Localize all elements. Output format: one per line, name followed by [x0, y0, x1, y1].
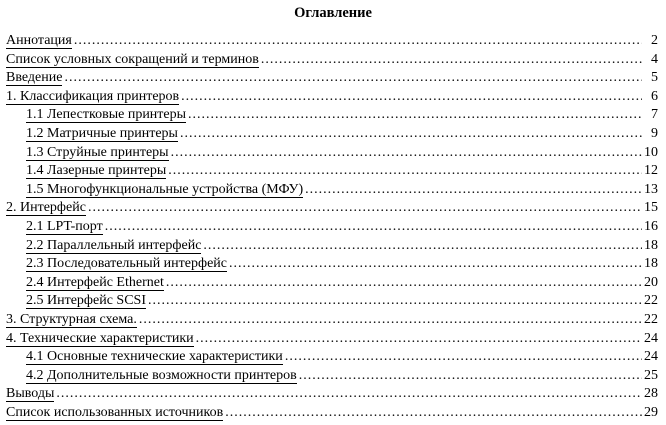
page-number: 22: [644, 293, 658, 309]
dot-leader: [148, 294, 642, 308]
toc-entry-link[interactable]: 3. Структурная схема.: [6, 311, 137, 327]
page-number: 20: [644, 274, 658, 290]
dot-leader: [188, 108, 642, 122]
toc-entry[interactable]: [6, 313, 658, 332]
toc-entry-link[interactable]: 2.2 Параллельный интерфейс: [26, 237, 202, 253]
page-number: 25: [644, 367, 658, 383]
toc-entry-link[interactable]: Введение: [6, 70, 63, 86]
dot-leader: [299, 369, 642, 383]
dot-leader: [181, 90, 642, 104]
toc-entry-link[interactable]: Выводы: [6, 386, 55, 402]
page-number: 18: [644, 256, 658, 272]
toc-entry[interactable]: [26, 257, 658, 276]
toc-entry[interactable]: [26, 239, 658, 258]
toc-list: [0, 34, 666, 424]
page-number: 28: [644, 386, 658, 402]
toc-entry-link[interactable]: 2.4 Интерфейс Ethernet: [26, 274, 164, 290]
toc-entry[interactable]: [6, 406, 658, 425]
page-number: 16: [644, 218, 658, 234]
toc-entry-link[interactable]: 1.3 Струйные принтеры: [26, 144, 169, 160]
toc-entry-link[interactable]: Список условных сокращений и терминов: [6, 51, 259, 67]
toc-entry-link[interactable]: 2.3 Последовательный интерфейс: [26, 256, 227, 272]
toc-entry[interactable]: [6, 387, 658, 406]
dot-leader: [139, 313, 642, 327]
toc-entry[interactable]: [26, 146, 658, 165]
toc-entry[interactable]: [6, 332, 658, 351]
dot-leader: [171, 146, 642, 160]
page-number: 9: [651, 125, 658, 141]
toc-entry[interactable]: [26, 369, 658, 388]
page-number: 29: [644, 404, 658, 420]
toc-entry-link[interactable]: 1.2 Матричные принтеры: [26, 125, 178, 141]
toc-entry[interactable]: [6, 90, 658, 109]
toc-entry[interactable]: [6, 34, 658, 53]
page-number: 5: [651, 70, 658, 86]
dot-leader: [64, 71, 642, 85]
toc-title: Оглавление: [294, 5, 372, 21]
page-number: 15: [644, 200, 658, 216]
page-number: 24: [644, 330, 658, 346]
dot-leader: [168, 164, 642, 178]
dot-leader: [88, 201, 642, 215]
toc-entry[interactable]: [26, 164, 658, 183]
dot-leader: [196, 332, 642, 346]
toc-entry-link[interactable]: 1.1 Лепестковые принтеры: [26, 107, 187, 123]
toc-entry[interactable]: [26, 220, 658, 239]
page-number: 6: [651, 88, 658, 104]
page-number: 4: [651, 51, 658, 67]
dot-leader: [105, 220, 642, 234]
dot-leader: [225, 406, 642, 420]
page-number: 13: [644, 181, 658, 197]
toc-entry-link[interactable]: 1.5 Многофункциональные устройства (МФУ): [26, 181, 304, 197]
toc-entry-link[interactable]: 2.5 Интерфейс SCSI: [26, 293, 146, 309]
dot-leader: [56, 387, 642, 401]
dot-leader: [74, 34, 642, 48]
toc-entry[interactable]: [26, 108, 658, 127]
toc-entry[interactable]: [26, 183, 658, 202]
toc-entry-link[interactable]: 2. Интерфейс: [6, 200, 86, 216]
page-number: 24: [644, 349, 658, 365]
toc-entry[interactable]: [26, 294, 658, 313]
toc-entry[interactable]: [26, 276, 658, 295]
page-number: 2: [651, 33, 658, 48]
toc-entry-link[interactable]: 2.1 LPT-порт: [26, 218, 103, 234]
toc-entry-link[interactable]: 4.2 Дополнительные возможности принтеров: [26, 367, 297, 383]
page-number: 7: [651, 107, 658, 123]
toc-entry[interactable]: [6, 71, 658, 90]
toc-entry-link[interactable]: Список использованных источников: [6, 404, 224, 420]
dot-leader: [166, 276, 642, 290]
toc-entry-link[interactable]: 1. Классификация принтеров: [6, 88, 180, 104]
dot-leader: [180, 127, 642, 141]
dot-leader: [261, 53, 642, 67]
toc-entry[interactable]: [6, 53, 658, 72]
dot-leader: [305, 183, 642, 197]
page-number: 10: [644, 144, 658, 160]
toc-entry[interactable]: [6, 201, 658, 220]
page-number: 22: [644, 311, 658, 327]
dot-leader: [203, 239, 642, 253]
page-number: 12: [644, 163, 658, 179]
dot-leader: [285, 350, 642, 364]
toc-entry-link[interactable]: 1.4 Лазерные принтеры: [26, 163, 167, 179]
dot-leader: [229, 257, 642, 271]
toc-entry[interactable]: [26, 127, 658, 146]
toc-entry-link[interactable]: 4. Технические характеристики: [6, 330, 194, 346]
page-number: 18: [644, 237, 658, 253]
toc-entry-link[interactable]: 4.1 Основные технические характеристики: [26, 349, 283, 365]
toc-entry[interactable]: [26, 350, 658, 369]
toc-entry-link[interactable]: Аннотация: [6, 33, 72, 48]
